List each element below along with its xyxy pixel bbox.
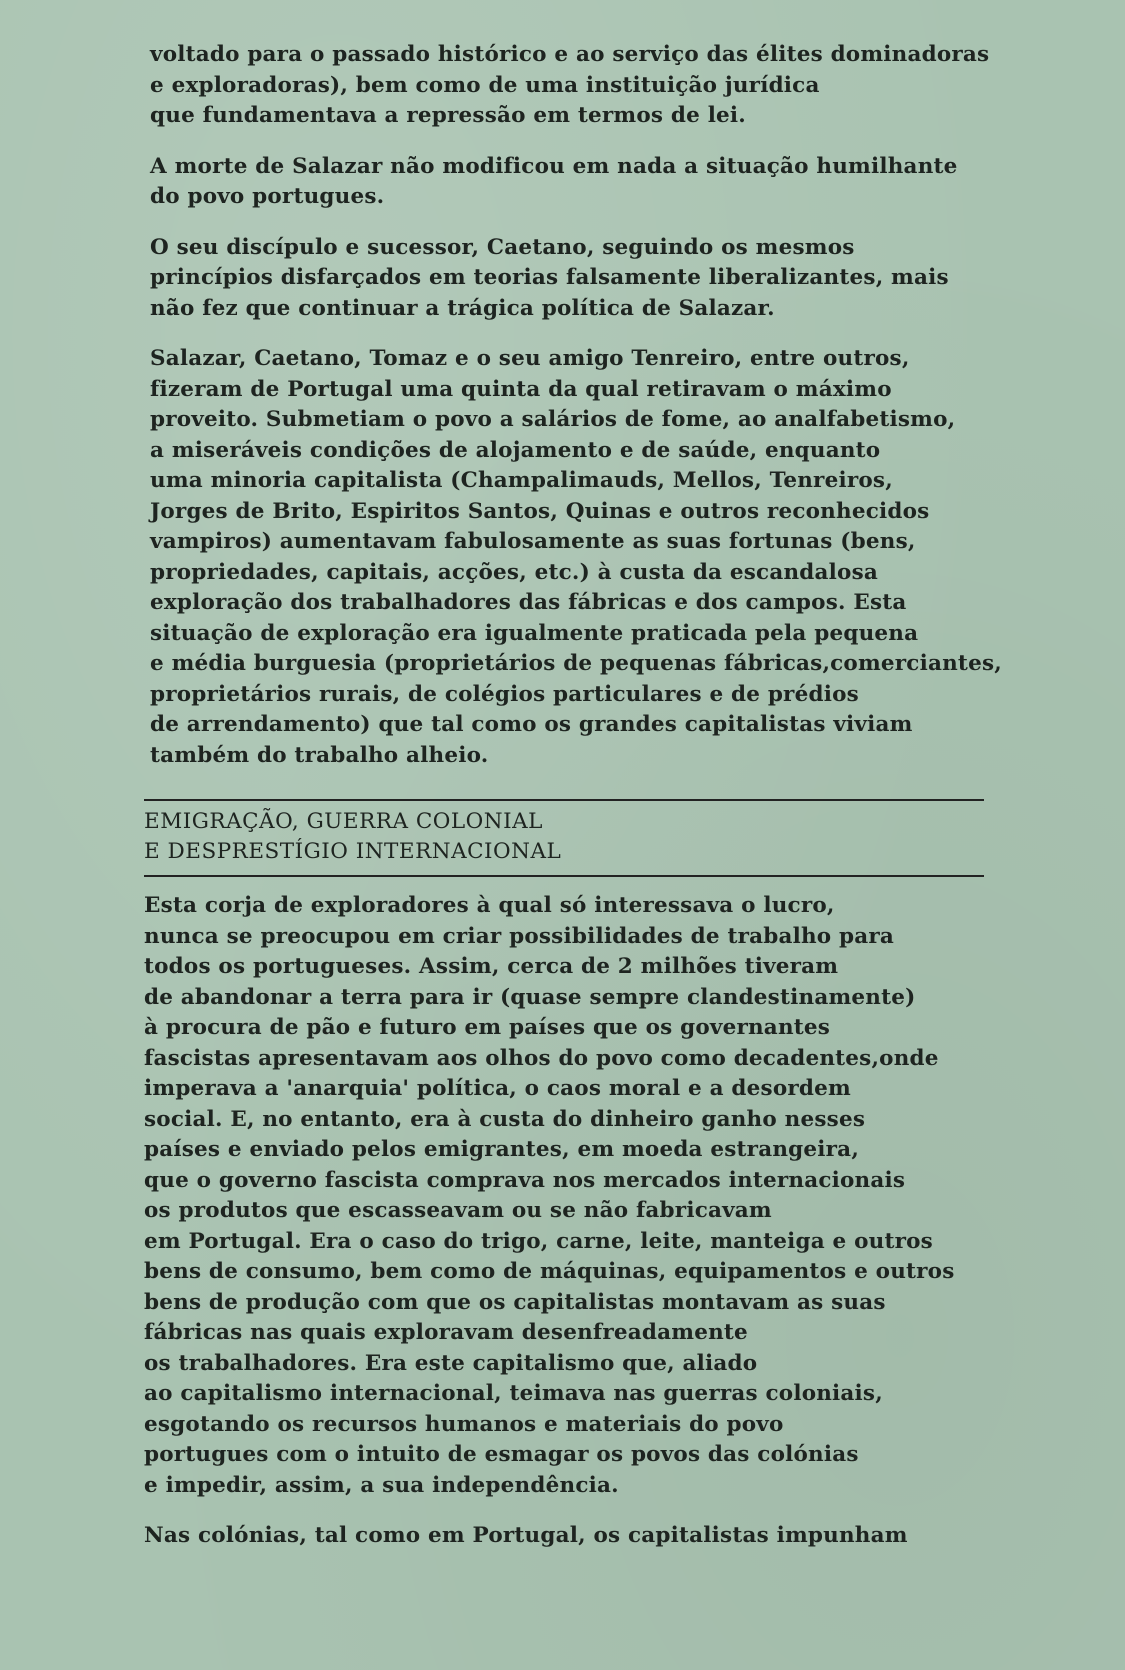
text-line: países e enviado pelos emigrantes, em moeda estrangeira, [144,1137,859,1162]
section-heading [144,799,984,877]
text-line: imperava a 'anarquia' política, o caos moral e a desordem [144,1076,851,1101]
text-line: não fez que continuar a trágica política de Salazar. [150,295,775,321]
text-line: situação de exploração era igualmente praticada pela pequena [150,620,919,646]
text-line: os produtos que escasseavam ou se não fabricavam [144,1198,772,1223]
text-line: do povo portugues. [150,184,385,209]
paragraph-6 [144,1521,1030,1552]
paragraph-1 [150,40,1030,132]
text-line: O seu discípulo e sucessor, Caetano, seguindo os mesmos [150,234,855,260]
text-line: a miseráveis condições de alojamento e de saúde, enquanto [150,437,881,463]
text-line: também do trabalho alheio. [150,742,489,768]
text-line: propriedades, capitais, acções, etc.) à custa da escandalosa [150,559,879,585]
text-line: exploração dos trabalhadores das fábricas e dos campos. Esta [150,590,907,615]
text-line: Salazar, Caetano, Tomaz e o seu amigo Tenreiro, entre outros, [150,346,910,371]
bottom-paragraphs [144,891,1030,1552]
text-line: e impedir, assim, a sua independência. [144,1472,619,1498]
text-line: em Portugal. Era o caso do trigo, carne, leite, manteiga e outros [144,1228,933,1254]
text-line: proveito. Submetiam o povo a salários de fome, ao analfabetismo, [150,407,956,432]
text-line: uma minoria capitalista (Champalimauds, Mellos, Tenreiros, [150,468,893,493]
paragraph-3 [150,233,1030,325]
text-line: de arrendamento) que tal como os grandes capitalistas viviam [150,712,913,737]
text-line: de abandonar a terra para ir (quase sempre clandestinamente) [144,984,916,1010]
text-line: social. E, no entanto, era à custa do dinheiro ganho nesses [144,1106,866,1132]
paragraph-2 [150,152,1030,213]
text-line: que o governo fascista comprava nos mercados internacionais [144,1167,906,1193]
text-line: vampiros) aumentavam fabulosamente as suas fortunas (bens, [150,529,916,554]
text-line: fábricas nas quais exploravam desenfreadamente [144,1320,748,1345]
top-paragraphs [150,40,1030,771]
text-line: os trabalhadores. Era este capitalismo que, aliado [144,1350,758,1376]
text-line: proprietários rurais, de colégios particulares e de prédios [150,681,859,707]
text-line: voltado para o passado histórico e ao serviço das élites dominadoras [150,42,990,67]
text-line: princípios disfarçados em teorias falsamente liberalizantes, mais [150,265,949,290]
text-line: bens de consumo, bem como de máquinas, equipamentos e outros [144,1259,955,1284]
text-line: e exploradoras), bem como de uma instituição jurídica [150,72,820,98]
text-line: ao capitalismo internacional, teimava nas guerras coloniais, [144,1381,883,1406]
text-line: fizeram de Portugal uma quinta da qual retiravam o máximo [150,376,892,402]
paragraph-4 [150,344,1030,771]
text-line: bens de produção com que os capitalistas montavam as suas [144,1289,886,1315]
text-line: Jorges de Brito, Espiritos Santos, Quinas e outros reconhecidos [150,498,930,524]
text-line: portugues com o intuito de esmagar os povos das colónias [144,1442,859,1467]
text-line: que fundamentava a repressão em termos de lei. [150,103,746,128]
text-line: Nas colónias, tal como em Portugal, os capitalistas impunham [144,1523,908,1548]
text-line: todos os portugueses. Assim, cerca de 2 milhões tiveram [144,954,839,979]
text-line: e média burguesia (proprietários de pequenas fábricas,comerciantes, [150,651,1002,676]
text-line: à procura de pão e futuro em países que os governantes [144,1015,831,1040]
paragraph-5 [144,891,1030,1501]
text-line: nunca se preocupou em criar possibilidades de trabalho para [144,923,895,949]
document-body [144,40,1030,1572]
section-heading-line-2: E DESPRESTÍGIO INTERNACIONAL [144,839,562,864]
text-line: fascistas apresentavam aos olhos do povo como decadentes,onde [144,1045,939,1071]
section-heading-line-1: EMIGRAÇÃO, GUERRA COLONIAL [144,809,543,834]
text-line: Esta corja de exploradores à qual só interessava o lucro, [144,893,835,918]
text-line: A morte de Salazar não modificou em nada a situação humilhante [150,153,958,179]
text-line: esgotando os recursos humanos e materiais do povo [144,1411,784,1437]
